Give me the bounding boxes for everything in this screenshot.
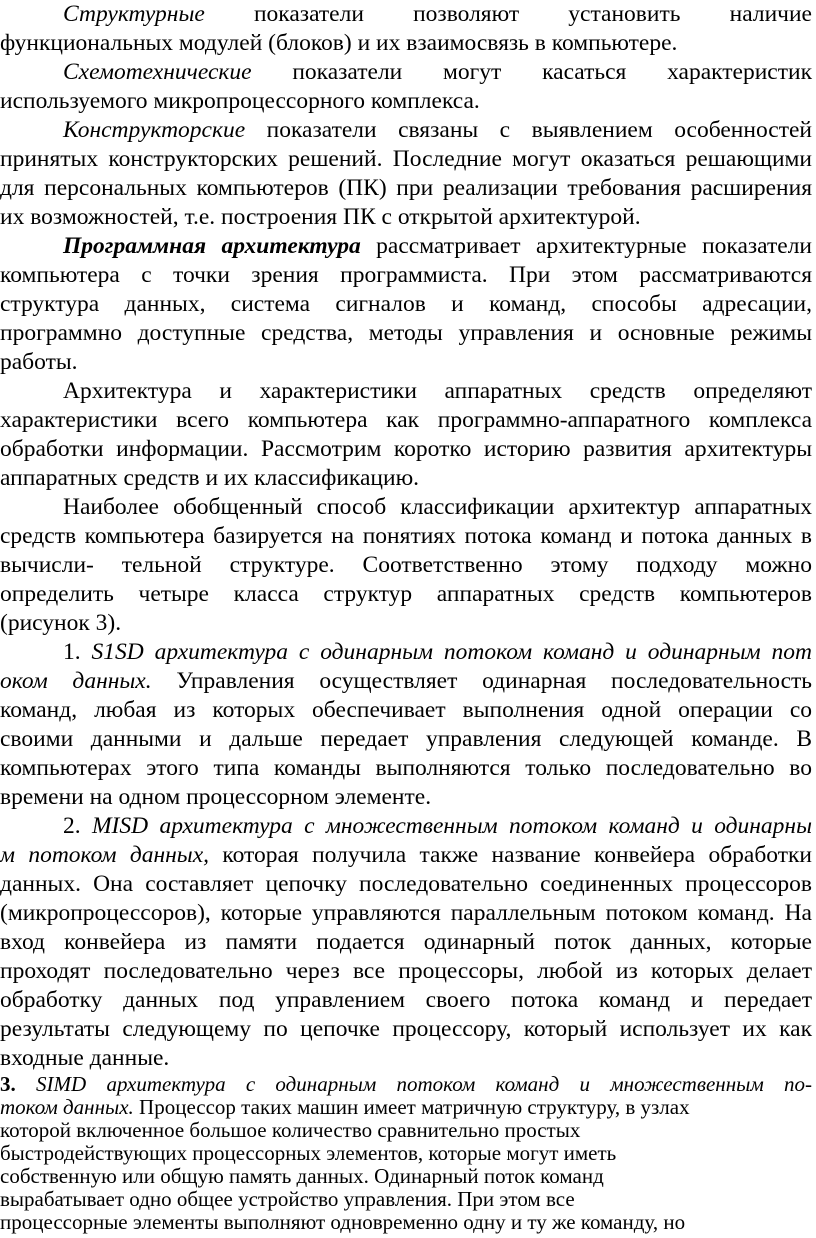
text-span: показатели связаны с выявлением особенностей (245, 117, 812, 143)
paragraph-sisd-line-2 (0, 667, 812, 696)
text-span: рассматривает архитектурные показатели (360, 233, 813, 259)
item-number: 3. (0, 1072, 37, 1096)
text-span: Процессор таких машин имеет матричную структуру, в узлах (133, 1095, 690, 1119)
term-software-architecture: Программная архитектура (63, 233, 361, 259)
paragraph-classification-line-4: определить четыре класса структур аппаратных средств компьютеров (0, 581, 812, 607)
paragraph-classification-line-3: вычисли- тельной структуре. Соответственно этому подходу можно (0, 552, 812, 578)
term-sisd: S1SD архитектура с одинарным потоком команд и одинарным пот (91, 639, 812, 665)
paragraph-design-line-4: их возможностей, т.е. построения ПК с открытой архитектурой. (0, 204, 641, 230)
paragraph-misd-line-2 (0, 841, 812, 870)
term-simd: SIMD архитектура с одинарным потоком команд и множественным по- (36, 1072, 812, 1096)
paragraph-structural-line-2: функциональных модулей (блоков) и их взаимосвязь в компьютере. (0, 30, 678, 56)
paragraph-schematic-line-1 (63, 58, 812, 87)
paragraph-hardware-line-4: аппаратных средств и их классификацию. (0, 465, 420, 491)
paragraph-design-line-3: для персональных компьютеров (ПК) при реализации требования расширения (0, 175, 812, 201)
paragraph-schematic-line-2: используемого микропроцессорного комплекса. (0, 88, 480, 114)
text-span: Управления осуществляет одинарная последовательность (151, 668, 813, 694)
paragraph-simd-line-4: быстродействующих процессорных элементов, которые могут иметь (0, 1141, 617, 1165)
paragraph-hardware-line-1: Архитектура и характеристики аппаратных средств определяют (63, 378, 812, 404)
paragraph-simd-line-2 (0, 1096, 812, 1119)
term-misd: MISD архитектура с множественным потоком команд и одинарны (91, 813, 812, 839)
paragraph-classification-line-2: средств компьютера базируется на понятиях потока команд и потока данных в (0, 523, 812, 549)
paragraph-sisd-line-1 (63, 638, 812, 667)
paragraph-software-arch-line-5: работы. (0, 349, 78, 375)
paragraph-simd-line-7: процессорные элементы выполняют одновременно одну и ту же команду, но (0, 1210, 686, 1234)
text-span: показатели позволяют установить наличие (204, 1, 812, 27)
term-misd-cont: м потоком данных, (0, 842, 210, 868)
paragraph-software-arch-line-2: компьютера с точки зрения программиста. При этом рассматриваются (0, 262, 812, 288)
paragraph-misd-line-6: проходят последовательно через все процессоры, любой из которых делает (0, 958, 812, 984)
paragraph-structural-line-1 (63, 0, 812, 29)
paragraph-misd-line-4: (микропроцессоров), которые управляются параллельным потоком команд. На (0, 900, 812, 926)
text-span: показатели могут касаться характеристик (251, 59, 812, 85)
paragraph-simd-line-3: которой включенное большое количество сравнительно простых (0, 1118, 581, 1142)
item-number: 2. (63, 813, 92, 839)
paragraph-hardware-line-2: характеристики всего компьютера как программно-аппаратного комплекса (0, 407, 812, 433)
paragraph-sisd-line-3: команд, любая из которых обеспечивает выполнения одной операции со (0, 697, 812, 723)
paragraph-sisd-line-6: времени на одном процессорном элементе. (0, 784, 432, 810)
paragraph-classification-line-1: Наиболее обобщенный способ классификации архитектур аппаратных (63, 494, 812, 520)
paragraph-software-arch-line-3: структура данных, система сигналов и команд, способы адресации, (0, 291, 812, 317)
paragraph-misd-line-1 (63, 812, 812, 841)
term-simd-cont: током данных. (0, 1095, 134, 1119)
paragraph-simd-line-6: вырабатывает одно общее устройство управления. При этом все (0, 1187, 575, 1211)
paragraph-classification-line-5: (рисунок 3). (0, 610, 122, 636)
paragraph-misd-line-9: входные данные. (0, 1045, 170, 1071)
text-span: которая получила также название конвейера обработки (209, 842, 813, 868)
paragraph-misd-line-3: данных. Она составляет цепочку последовательно соединенных процессоров (0, 871, 812, 897)
paragraph-design-line-2: принятых конструкторских решений. Последние могут оказаться решающими (0, 146, 812, 172)
term-schematic: Схемотехнические (63, 59, 252, 85)
term-sisd-cont: оком данных. (0, 668, 152, 694)
paragraph-simd-line-1 (0, 1073, 812, 1096)
paragraph-software-arch-line-4: программно доступные средства, методы управления и основные режимы (0, 320, 812, 346)
paragraph-sisd-line-5: компьютерах этого типа команды выполняются только последовательно во (0, 755, 812, 781)
paragraph-misd-line-8: результаты следующему по цепочке процессору, который использует их как (0, 1016, 812, 1042)
paragraph-design-line-1 (63, 116, 812, 145)
term-design: Конструкторские (63, 117, 246, 143)
paragraph-sisd-line-4: своими данными и дальше передает управления следующей команде. В (0, 726, 812, 752)
paragraph-simd-line-5: собственную или общую память данных. Одинарный поток команд (0, 1164, 604, 1188)
paragraph-hardware-line-3: обработки информации. Рассмотрим коротко историю развития архитектуры (0, 436, 812, 462)
paragraph-software-arch-line-1 (63, 232, 812, 261)
paragraph-misd-line-5: вход конвейера из памяти подается одинарный поток данных, которые (0, 929, 812, 955)
paragraph-misd-line-7: обработку данных под управлением своего потока команд и передает (0, 987, 812, 1013)
term-structural: Структурные (63, 1, 205, 27)
item-number: 1. (63, 639, 92, 665)
